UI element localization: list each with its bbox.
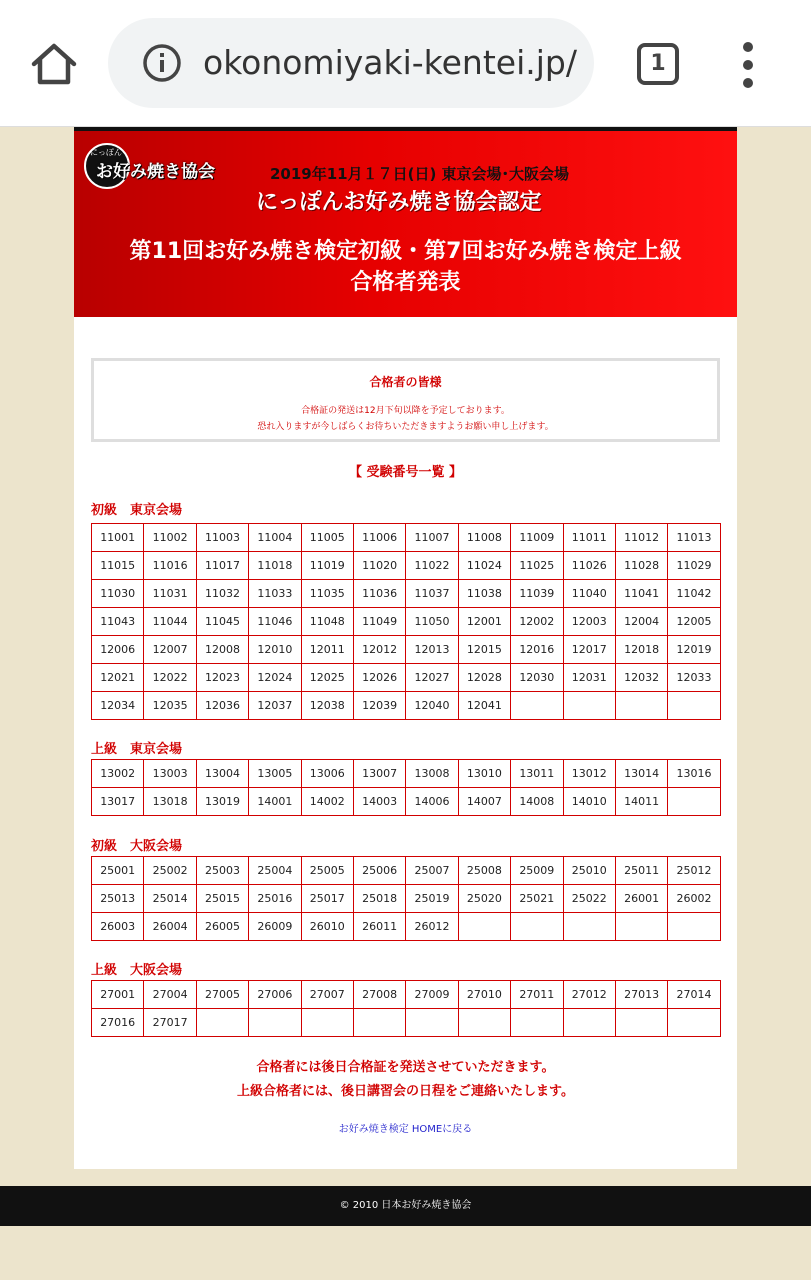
exam-number-cell: 12026 bbox=[353, 664, 405, 692]
exam-number-cell: 11017 bbox=[196, 552, 248, 580]
table-row bbox=[92, 580, 721, 608]
notice-line-1: 合格証の発送は12月下旬以降を予定しております。 bbox=[301, 406, 510, 416]
exam-number-cell: 12010 bbox=[249, 636, 301, 664]
exam-number-cell: 13016 bbox=[668, 760, 720, 788]
exam-number-cell: 13006 bbox=[301, 760, 353, 788]
exam-number-cell bbox=[458, 1009, 510, 1037]
section-label-beginner-osaka: 初級 大阪会場 bbox=[91, 839, 183, 854]
exam-number-cell: 13010 bbox=[458, 760, 510, 788]
table-row bbox=[92, 664, 721, 692]
exam-number-cell: 27017 bbox=[144, 1009, 196, 1037]
exam-number-cell: 11033 bbox=[249, 580, 301, 608]
exam-number-cell: 14003 bbox=[353, 788, 405, 816]
notice-title: 合格者の皆様 bbox=[369, 375, 442, 389]
exam-number-cell: 12003 bbox=[563, 608, 615, 636]
exam-number-cell: 11029 bbox=[668, 552, 720, 580]
exam-number-cell: 11022 bbox=[406, 552, 458, 580]
exam-number-cell: 11035 bbox=[301, 580, 353, 608]
exam-number-cell: 11049 bbox=[353, 608, 405, 636]
exam-number-cell: 12041 bbox=[458, 692, 510, 720]
exam-number-cell: 14010 bbox=[563, 788, 615, 816]
exam-number-cell: 14002 bbox=[301, 788, 353, 816]
exam-number-cell: 25011 bbox=[615, 857, 667, 885]
exam-number-cell bbox=[196, 1009, 248, 1037]
exam-number-cell: 14008 bbox=[511, 788, 563, 816]
table-row bbox=[92, 885, 721, 913]
info-icon[interactable] bbox=[142, 43, 182, 83]
exam-number-cell: 25006 bbox=[353, 857, 405, 885]
logo-small-text: にっぽん bbox=[90, 148, 122, 157]
home-link[interactable]: お好み焼き検定 HOMEに戻る bbox=[338, 1124, 473, 1135]
page-title-line2: 合格者発表 bbox=[350, 270, 461, 295]
exam-number-cell: 11025 bbox=[511, 552, 563, 580]
exam-number-cell: 11013 bbox=[668, 524, 720, 552]
exam-number-cell: 12030 bbox=[511, 664, 563, 692]
exam-number-cell: 11037 bbox=[406, 580, 458, 608]
exam-number-cell: 12006 bbox=[92, 636, 144, 664]
exam-number-cell: 12016 bbox=[511, 636, 563, 664]
exam-number-cell: 27006 bbox=[249, 981, 301, 1009]
exam-number-cell: 27009 bbox=[406, 981, 458, 1009]
exam-number-cell: 13014 bbox=[615, 760, 667, 788]
exam-number-cell: 27001 bbox=[92, 981, 144, 1009]
exam-number-cell: 11028 bbox=[615, 552, 667, 580]
exam-number-cell: 25018 bbox=[353, 885, 405, 913]
exam-number-cell: 12021 bbox=[92, 664, 144, 692]
exam-number-cell: 12008 bbox=[196, 636, 248, 664]
notice-box bbox=[91, 358, 720, 442]
list-heading: 【 受験番号一覧 】 bbox=[348, 465, 463, 480]
table-row bbox=[92, 692, 721, 720]
exam-date: 2019年11月１７日(日) 東京会場･大阪会場 bbox=[270, 165, 570, 183]
exam-number-cell: 12040 bbox=[406, 692, 458, 720]
closing-line-1: 合格者には後日合格証を発送させていただきます。 bbox=[256, 1060, 555, 1075]
exam-number-cell: 26002 bbox=[668, 885, 720, 913]
exam-number-cell: 11046 bbox=[249, 608, 301, 636]
exam-number-cell: 12023 bbox=[196, 664, 248, 692]
exam-number-cell: 12033 bbox=[668, 664, 720, 692]
exam-number-cell: 12001 bbox=[458, 608, 510, 636]
table-row bbox=[92, 760, 721, 788]
exam-number-cell: 27007 bbox=[301, 981, 353, 1009]
exam-number-cell: 25002 bbox=[144, 857, 196, 885]
exam-number-cell: 11038 bbox=[458, 580, 510, 608]
exam-number-cell: 25016 bbox=[249, 885, 301, 913]
exam-number-cell: 13011 bbox=[511, 760, 563, 788]
exam-number-cell: 25001 bbox=[92, 857, 144, 885]
exam-number-cell: 13003 bbox=[144, 760, 196, 788]
exam-number-cell: 12032 bbox=[615, 664, 667, 692]
exam-number-cell: 27012 bbox=[563, 981, 615, 1009]
banner-subtitle: にっぽんお好み焼き協会認定 bbox=[256, 190, 542, 215]
section-label-beginner-tokyo: 初級 東京会場 bbox=[91, 503, 183, 518]
exam-number-cell: 12011 bbox=[301, 636, 353, 664]
exam-number-cell: 25003 bbox=[196, 857, 248, 885]
number-table-beginner-osaka bbox=[91, 856, 721, 941]
kebab-menu-icon[interactable] bbox=[738, 42, 758, 88]
exam-number-cell: 11043 bbox=[92, 608, 144, 636]
exam-number-cell: 13008 bbox=[406, 760, 458, 788]
exam-number-cell: 11002 bbox=[144, 524, 196, 552]
tab-switcher-button[interactable]: 1 bbox=[637, 43, 679, 85]
exam-number-cell: 26004 bbox=[144, 913, 196, 941]
exam-number-cell bbox=[615, 913, 667, 941]
section-label-advanced-tokyo: 上級 東京会場 bbox=[91, 742, 183, 757]
table-row bbox=[92, 552, 721, 580]
closing-line-2: 上級合格者には、後日講習会の日程をご連絡いたします。 bbox=[237, 1084, 574, 1099]
exam-number-cell bbox=[668, 788, 720, 816]
exam-number-cell: 12007 bbox=[144, 636, 196, 664]
exam-number-cell: 12039 bbox=[353, 692, 405, 720]
url-bar[interactable] bbox=[108, 18, 594, 108]
number-table-beginner-tokyo bbox=[91, 523, 721, 720]
exam-number-cell: 27008 bbox=[353, 981, 405, 1009]
exam-number-cell: 11040 bbox=[563, 580, 615, 608]
exam-number-cell: 11026 bbox=[563, 552, 615, 580]
association-logo bbox=[84, 143, 224, 189]
exam-number-cell: 12034 bbox=[92, 692, 144, 720]
exam-number-cell: 12004 bbox=[615, 608, 667, 636]
exam-number-cell bbox=[563, 913, 615, 941]
exam-number-cell: 11018 bbox=[249, 552, 301, 580]
exam-number-cell: 11015 bbox=[92, 552, 144, 580]
exam-number-cell: 12035 bbox=[144, 692, 196, 720]
exam-number-cell: 12027 bbox=[406, 664, 458, 692]
exam-number-cell bbox=[668, 913, 720, 941]
exam-number-cell: 11031 bbox=[144, 580, 196, 608]
exam-number-cell: 13007 bbox=[353, 760, 405, 788]
table-row bbox=[92, 913, 721, 941]
browser-toolbar bbox=[0, 0, 811, 127]
table-row bbox=[92, 608, 721, 636]
exam-number-cell: 27013 bbox=[615, 981, 667, 1009]
exam-number-cell: 12013 bbox=[406, 636, 458, 664]
page-content bbox=[74, 127, 737, 1169]
header-banner bbox=[74, 127, 737, 317]
number-table-advanced-osaka bbox=[91, 980, 721, 1037]
exam-number-cell: 11041 bbox=[615, 580, 667, 608]
exam-number-cell: 25005 bbox=[301, 857, 353, 885]
exam-number-cell: 12002 bbox=[511, 608, 563, 636]
exam-number-cell: 11039 bbox=[511, 580, 563, 608]
table-row bbox=[92, 981, 721, 1009]
page-title-line1: 第11回お好み焼き検定初級・第7回お好み焼き検定上級 bbox=[129, 239, 682, 264]
exam-number-cell: 25004 bbox=[249, 857, 301, 885]
exam-number-cell: 13005 bbox=[249, 760, 301, 788]
exam-number-cell: 25009 bbox=[511, 857, 563, 885]
exam-number-cell bbox=[301, 1009, 353, 1037]
exam-number-cell bbox=[563, 1009, 615, 1037]
exam-number-cell: 12017 bbox=[563, 636, 615, 664]
exam-number-cell: 11008 bbox=[458, 524, 510, 552]
table-row bbox=[92, 788, 721, 816]
exam-number-cell: 12015 bbox=[458, 636, 510, 664]
exam-number-cell: 11050 bbox=[406, 608, 458, 636]
exam-number-cell: 11009 bbox=[511, 524, 563, 552]
exam-number-cell: 26011 bbox=[353, 913, 405, 941]
notice-line-2: 恐れ入りますが今しばらくお待ちいただきますようお願い申し上げます。 bbox=[257, 422, 554, 432]
exam-number-cell: 12025 bbox=[301, 664, 353, 692]
exam-number-cell: 11030 bbox=[92, 580, 144, 608]
exam-number-cell: 14006 bbox=[406, 788, 458, 816]
exam-number-cell: 25007 bbox=[406, 857, 458, 885]
exam-number-cell bbox=[668, 692, 720, 720]
exam-number-cell: 12022 bbox=[144, 664, 196, 692]
exam-number-cell: 25022 bbox=[563, 885, 615, 913]
exam-number-cell: 13002 bbox=[92, 760, 144, 788]
exam-number-cell: 11019 bbox=[301, 552, 353, 580]
exam-number-cell bbox=[511, 1009, 563, 1037]
exam-number-cell: 14001 bbox=[249, 788, 301, 816]
exam-number-cell: 25021 bbox=[511, 885, 563, 913]
exam-number-cell: 12005 bbox=[668, 608, 720, 636]
exam-number-cell: 26010 bbox=[301, 913, 353, 941]
exam-number-cell bbox=[353, 1009, 405, 1037]
exam-number-cell: 27011 bbox=[511, 981, 563, 1009]
exam-number-cell: 12038 bbox=[301, 692, 353, 720]
exam-number-cell: 25010 bbox=[563, 857, 615, 885]
exam-number-cell: 12037 bbox=[249, 692, 301, 720]
exam-number-cell: 13018 bbox=[144, 788, 196, 816]
exam-number-cell: 25017 bbox=[301, 885, 353, 913]
exam-number-cell: 26001 bbox=[615, 885, 667, 913]
exam-number-cell: 25012 bbox=[668, 857, 720, 885]
exam-number-cell: 12012 bbox=[353, 636, 405, 664]
exam-number-cell: 26012 bbox=[406, 913, 458, 941]
exam-number-cell: 26003 bbox=[92, 913, 144, 941]
exam-number-cell: 11036 bbox=[353, 580, 405, 608]
exam-number-cell: 11001 bbox=[92, 524, 144, 552]
exam-number-cell bbox=[249, 1009, 301, 1037]
exam-number-cell: 11042 bbox=[668, 580, 720, 608]
exam-number-cell: 11044 bbox=[144, 608, 196, 636]
exam-number-cell: 27010 bbox=[458, 981, 510, 1009]
exam-number-cell: 11004 bbox=[249, 524, 301, 552]
exam-number-cell: 13012 bbox=[563, 760, 615, 788]
table-row bbox=[92, 1009, 721, 1037]
exam-number-cell: 12028 bbox=[458, 664, 510, 692]
exam-number-cell: 25019 bbox=[406, 885, 458, 913]
exam-number-cell: 25014 bbox=[144, 885, 196, 913]
exam-number-cell: 27004 bbox=[144, 981, 196, 1009]
exam-number-cell: 14011 bbox=[615, 788, 667, 816]
exam-number-cell: 27005 bbox=[196, 981, 248, 1009]
exam-number-cell: 14007 bbox=[458, 788, 510, 816]
exam-number-cell: 11012 bbox=[615, 524, 667, 552]
logo-text: お好み焼き協会 bbox=[96, 162, 215, 182]
exam-number-cell: 27016 bbox=[92, 1009, 144, 1037]
exam-number-cell: 13004 bbox=[196, 760, 248, 788]
exam-number-cell: 12031 bbox=[563, 664, 615, 692]
exam-number-cell bbox=[563, 692, 615, 720]
exam-number-cell: 25013 bbox=[92, 885, 144, 913]
exam-number-cell: 13019 bbox=[196, 788, 248, 816]
exam-number-cell bbox=[511, 692, 563, 720]
exam-number-cell: 12018 bbox=[615, 636, 667, 664]
exam-number-cell: 11045 bbox=[196, 608, 248, 636]
exam-number-cell: 12024 bbox=[249, 664, 301, 692]
section-label-advanced-osaka: 上級 大阪会場 bbox=[91, 963, 183, 978]
exam-number-cell: 11032 bbox=[196, 580, 248, 608]
exam-number-cell bbox=[511, 913, 563, 941]
table-row bbox=[92, 524, 721, 552]
url-text[interactable]: okonomiyaki-kentei.jp/ bbox=[203, 43, 577, 82]
exam-number-cell: 11003 bbox=[196, 524, 248, 552]
exam-number-cell: 26009 bbox=[249, 913, 301, 941]
exam-number-cell: 11011 bbox=[563, 524, 615, 552]
exam-number-cell: 11020 bbox=[353, 552, 405, 580]
exam-number-cell: 11048 bbox=[301, 608, 353, 636]
exam-number-cell: 26005 bbox=[196, 913, 248, 941]
footer-copyright: © 2010 日本お好み焼き協会 bbox=[0, 1186, 811, 1226]
exam-number-cell: 11016 bbox=[144, 552, 196, 580]
exam-number-cell: 25008 bbox=[458, 857, 510, 885]
exam-number-cell: 27014 bbox=[668, 981, 720, 1009]
exam-number-cell bbox=[668, 1009, 720, 1037]
exam-number-cell: 25020 bbox=[458, 885, 510, 913]
exam-number-cell bbox=[458, 913, 510, 941]
exam-number-cell: 25015 bbox=[196, 885, 248, 913]
exam-number-cell: 12019 bbox=[668, 636, 720, 664]
exam-number-cell: 11005 bbox=[301, 524, 353, 552]
exam-number-cell: 11007 bbox=[406, 524, 458, 552]
table-row bbox=[92, 636, 721, 664]
exam-number-cell: 11024 bbox=[458, 552, 510, 580]
number-table-advanced-tokyo bbox=[91, 759, 721, 816]
home-icon[interactable] bbox=[28, 38, 80, 90]
exam-number-cell: 11006 bbox=[353, 524, 405, 552]
table-row bbox=[92, 857, 721, 885]
exam-number-cell bbox=[615, 1009, 667, 1037]
exam-number-cell bbox=[615, 692, 667, 720]
exam-number-cell bbox=[406, 1009, 458, 1037]
exam-number-cell: 13017 bbox=[92, 788, 144, 816]
exam-number-cell: 12036 bbox=[196, 692, 248, 720]
